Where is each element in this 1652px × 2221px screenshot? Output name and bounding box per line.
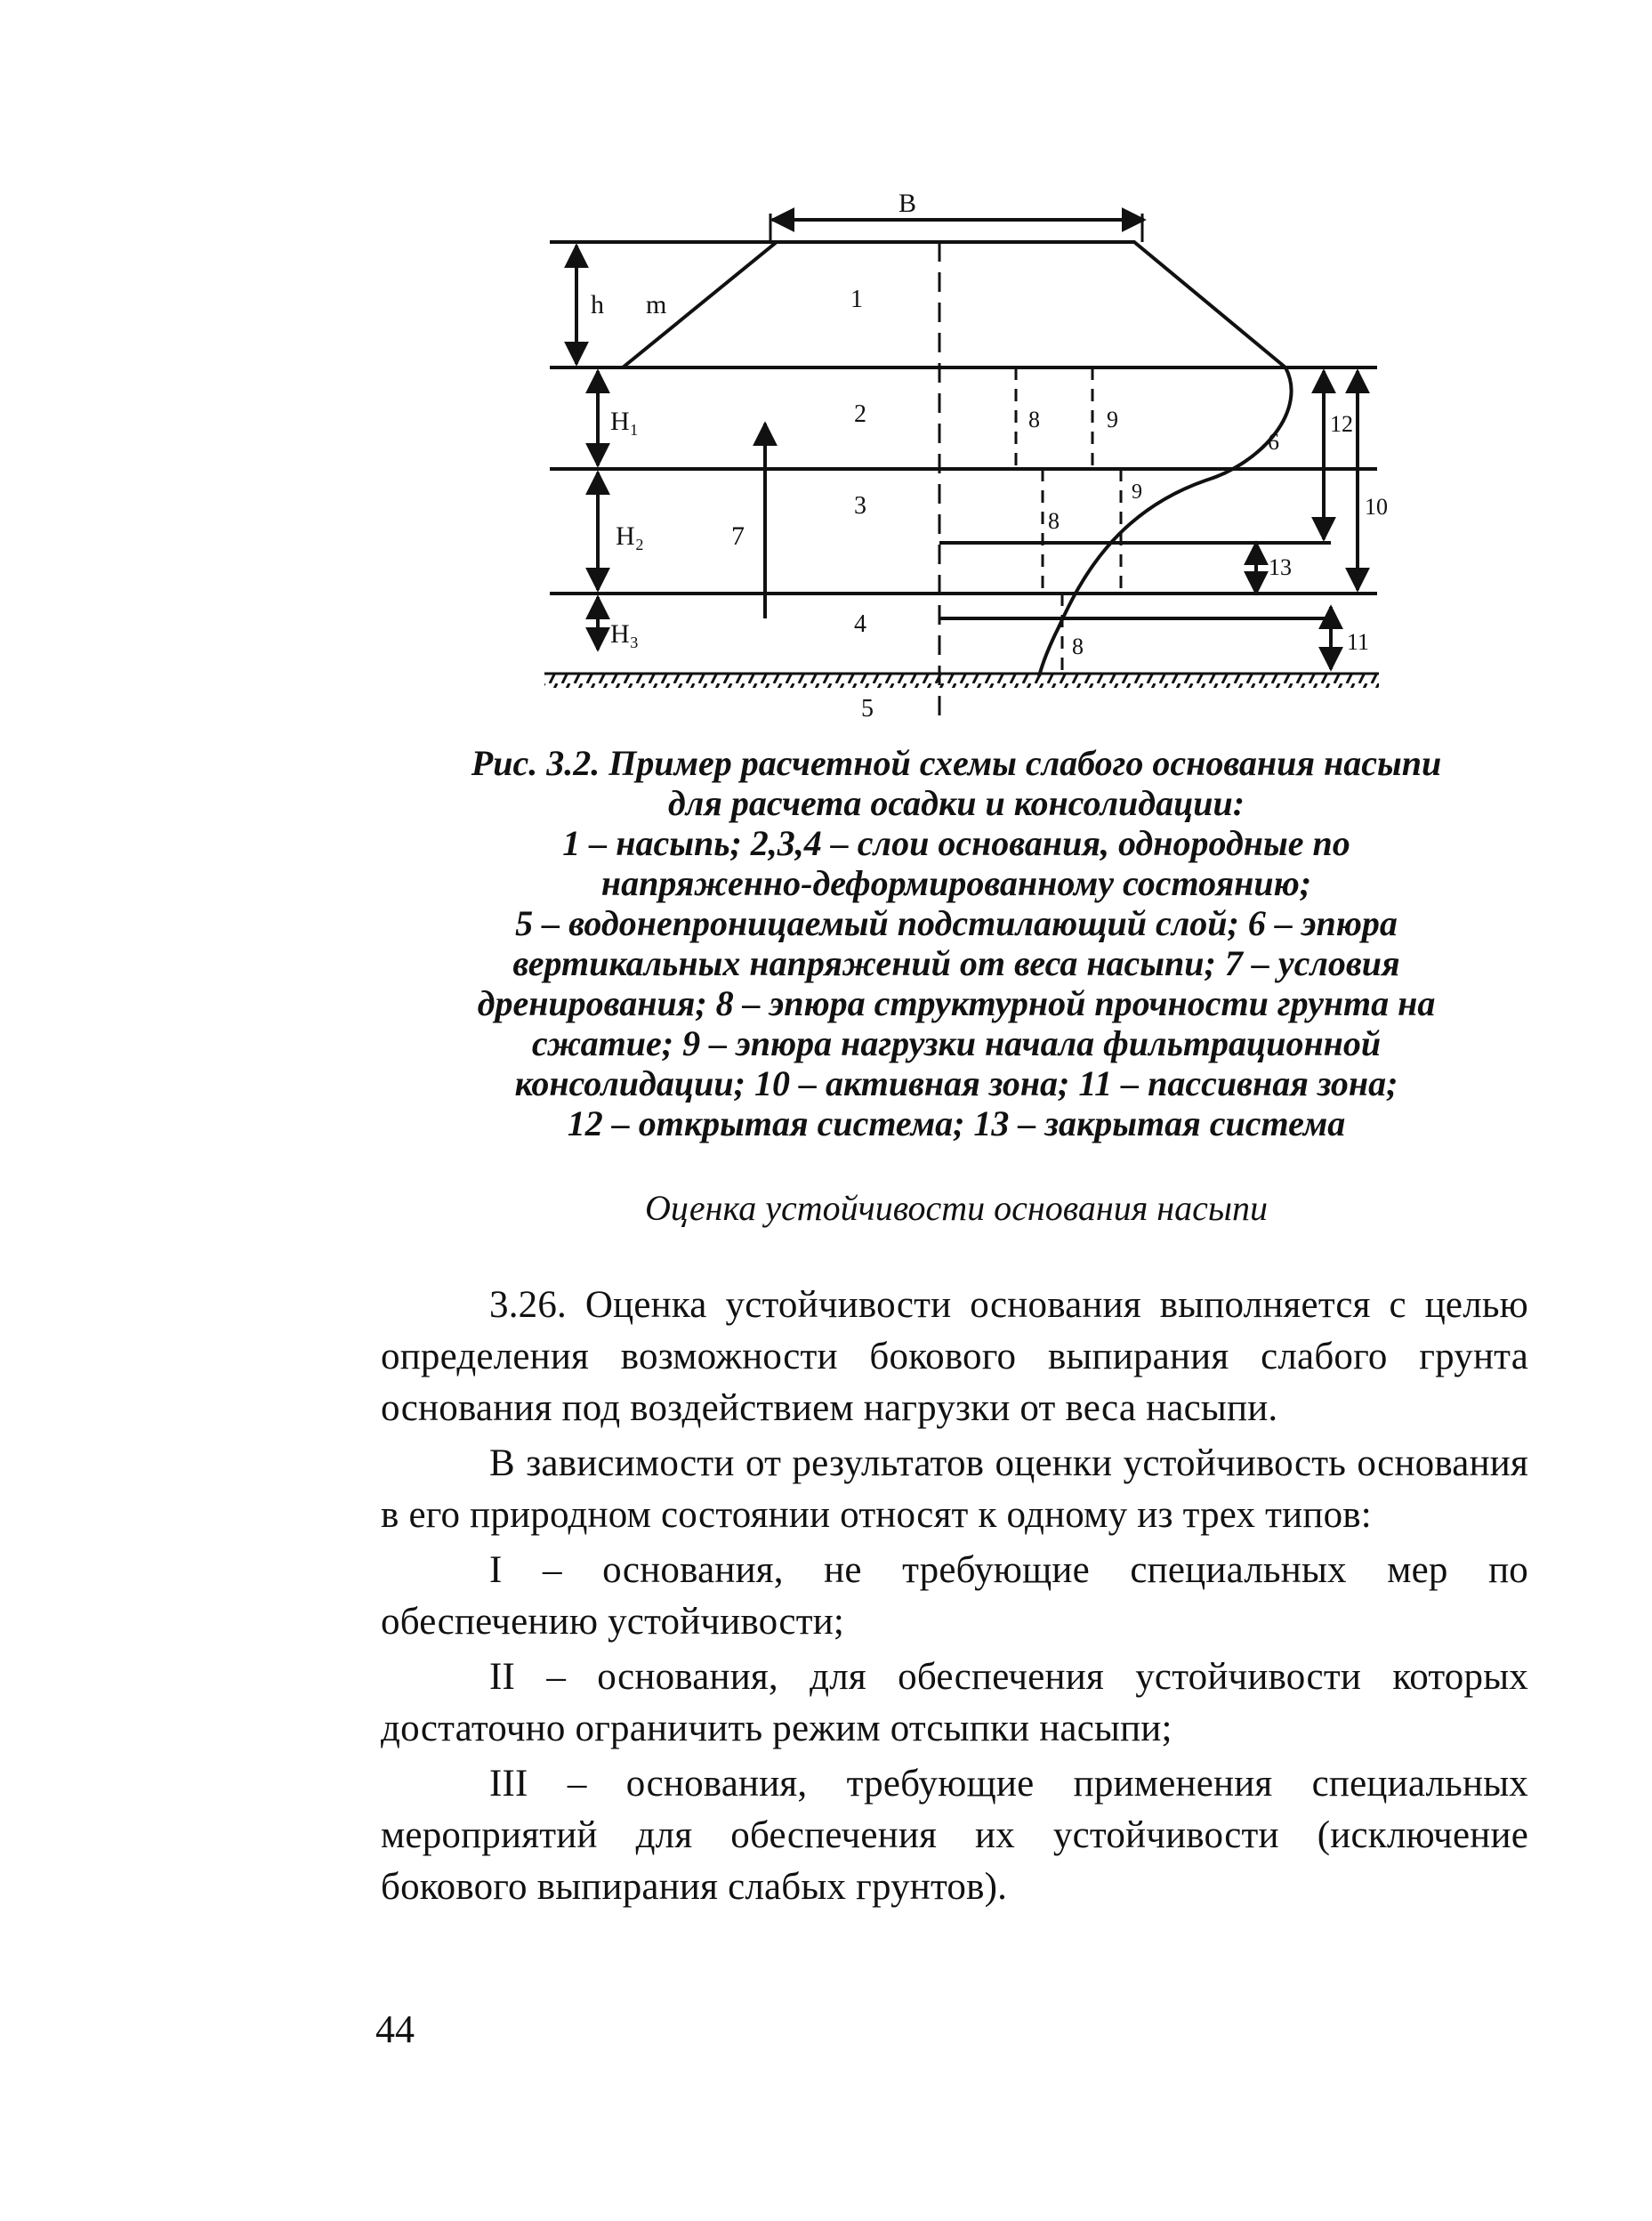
strength-label-c: 8: [1072, 634, 1084, 659]
h1-label: H₁: [610, 407, 640, 436]
closed-system-label: 13: [1269, 554, 1292, 580]
embankment-diagram: [0, 0, 1652, 739]
h2-label: H₂: [616, 521, 645, 551]
caption-line: сжатие; 9 – эпюра нагрузки начала фильтрационной: [531, 1023, 1382, 1063]
caption-line: 12 – открытая система; 13 – закрытая система: [567, 1103, 1346, 1143]
active-zone-label: 10: [1365, 494, 1388, 520]
layer3-label: 3: [854, 492, 866, 520]
caption-line: 1 – насыпь; 2,3,4 – слои основания, однородные по: [562, 823, 1350, 863]
caption-line: консолидации; 10 – активная зона; 11 – пассивная зона;: [514, 1063, 1398, 1103]
stress-label: 6: [1268, 429, 1279, 455]
layer5-label: 5: [861, 695, 874, 723]
body-text: [381, 1280, 1528, 1913]
caption-line: Рис. 3.2. Пример расчетной схемы слабого основания насыпи: [471, 743, 1442, 783]
impermeable-layer-hatch: [544, 674, 1379, 688]
strength-label-b: 8: [1048, 508, 1060, 534]
layer4-label: 4: [854, 610, 866, 638]
section-heading: Оценка устойчивости основания насыпи: [645, 1188, 1268, 1228]
load-label-b: 9: [1132, 481, 1142, 504]
load-label-a: 9: [1107, 407, 1118, 432]
h3-label: H₃: [610, 619, 640, 649]
stress-curve: [1039, 367, 1292, 676]
caption-line: 5 – водонепроницаемый подстилающий слой; 6 – эпюра: [515, 903, 1398, 943]
width-label: B: [899, 189, 917, 218]
figure-caption: [374, 743, 1539, 1143]
caption-line: вертикальных напряжений от веса насыпи; 7 – условия: [512, 943, 1400, 983]
embankment-outline: [623, 242, 1285, 367]
slope-label: m: [646, 290, 667, 319]
layer1-label: 1: [850, 286, 863, 313]
height-label: h: [591, 290, 604, 319]
drainage-label: 7: [731, 521, 745, 551]
paragraph-type-i: I – основания, не требующие специальных мер по обеспечению устойчивости;: [381, 1549, 1528, 1643]
paragraph-type-iii: III – основания, требующие применения специальных мероприятий для обеспечения их устойчивости (исключение бокового выпирания слабых грунтов).: [381, 1763, 1528, 1908]
layer2-label: 2: [854, 400, 866, 428]
strength-label-a: 8: [1028, 407, 1040, 432]
open-system-label: 12: [1330, 411, 1353, 437]
caption-line: напряженно-деформированному состоянию;: [600, 863, 1312, 903]
passive-zone-label: 11: [1347, 629, 1370, 655]
caption-line: дренирования; 8 – эпюра структурной прочности грунта на: [477, 983, 1436, 1023]
page-number: 44: [375, 2007, 415, 2051]
paragraph-type-ii: II – основания, для обеспечения устойчивости которых достаточно ограничить режим отсыпки насыпи;: [381, 1656, 1528, 1749]
paragraph-3-26: 3.26. Оценка устойчивости основания выполняется с целью определения возможности бокового выпирания слабого грунта основания под воздействием нагрузки от веса насыпи.: [381, 1284, 1528, 1429]
caption-line: для расчета осадки и консолидации:: [667, 783, 1245, 823]
paragraph-types-intro: В зависимости от результатов оценки устойчивость основания в его природном состоянии относят к одному из трех типов:: [381, 1442, 1528, 1536]
